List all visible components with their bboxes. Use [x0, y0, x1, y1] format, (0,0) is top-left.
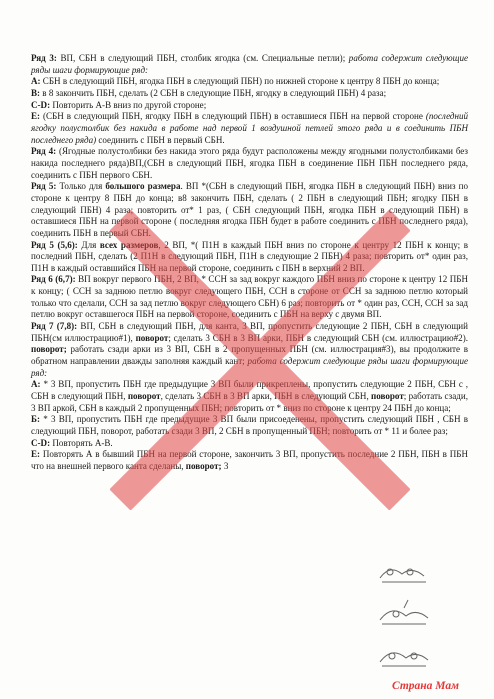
instruction-text: . ВП *(СБН в следующий ПБН, ягодка ПБН в следующий ПБН) вниз по стороне к центру 8 ПБН до конца; в8 закончить ПБН, сделать ( 2 ПБН в следующий ПБН; ягодку ПБН в следующий ПБН) 4 раза; повторить от* 1 раз, ( СБН следующий ПБН, ягодка ПБН в следующий ПБН) в оставшиеся ПБН на первой стороне ( последняя ягодка ПБН будет в работе соединить с ПБН последнего ряда), соединить ПБН в первый СБН. — [31, 181, 469, 238]
instruction-paragraph-r7cd — [31, 438, 468, 450]
instruction-paragraph-r67 — [31, 274, 468, 321]
instruction-text: соединить с ПБН в первый СБН. — [96, 134, 225, 145]
row-label: А: — [31, 379, 41, 390]
instruction-paragraph-r3b — [31, 88, 468, 100]
instruction-text: поворот; — [31, 344, 67, 355]
instruction-text: (СБН в следующий ПБН, ягодку ПБН в следующий ПБН) в оставшиеся ПБН на первой стороне — [40, 111, 426, 122]
instructions-text — [31, 53, 468, 473]
site-logo: Страна Мам — [392, 680, 459, 692]
instruction-text: всех размеров — [99, 239, 159, 250]
instruction-text: Для — [77, 239, 100, 250]
illustration-3 — [380, 653, 428, 666]
row-label: Е: — [31, 449, 41, 460]
instruction-text: в 8 закончить ПБН, сделать (2 СБН в следующие ПБН, ягодку в следующий ПБН) 4 раза; — [40, 87, 387, 98]
stitch-illustrations — [376, 560, 436, 680]
instruction-text: ВП, СБН в следующий ПБН, для канта, 3 ВП, пропустить следующие 2 ПБН, СБН в следующий ПБН(см иллюстрацию#1), — [31, 321, 468, 343]
instruction-text: * 3 ВП, пропустить ПБН где предыдущие 3 ВП были присоеденены, пропустить следующий ПБН , СБН в следующий ПБН, поворот, работать сзади 3 ВП, 2 СБН в пропущенный ПБН; повторить от * 11 и более раз; — [31, 414, 468, 436]
instruction-text: Только для — [56, 181, 106, 192]
instruction-paragraph-r7e — [31, 449, 468, 472]
instruction-text: , сделать 3 СБН в 3 ВП арки, ПБН в следующий СБН, — [160, 391, 372, 402]
instruction-text: ; сделать 3 СБН в 3 ВП арки, ПБН в следующий СБН (см. иллюстрацию#2). — [168, 332, 468, 343]
instruction-paragraph-r3e — [31, 111, 468, 146]
instruction-paragraph-r3cd — [31, 100, 468, 112]
row-label: В: — [31, 87, 41, 98]
instruction-text: , 2 ВП, *( П1Н в каждый ПБН вниз по стороне к центру 12 ПБН к концу; в последний ПБН, сделать (2 П1Н в следующий ПБН, П1Н в следующие 2 ПБН) 4 раза; повторить от* один раз, П1Н в каждый оставшийся ПБН на первой стороне, соединить с ПБН в верхний 2 ВП. — [31, 239, 468, 273]
instruction-paragraph-r5 — [31, 181, 468, 239]
instruction-text: поворот; — [185, 460, 222, 471]
instruction-text: (последний ягодку полустолбик без накида в работе над первой 1 воздушной петлей этого ряда и в соединить ПБН последнего ряда) — [31, 111, 468, 145]
instruction-paragraph-r56 — [31, 240, 468, 275]
row-label: Е: — [31, 111, 41, 122]
row-label: Ряд 4: — [31, 146, 57, 157]
instruction-text: * 3 ВП, пропустить ПБН где предыдущие 3 ВП были прикреплены, пропустить следующие 2 ПБН, СБН с , СБН в следующий ПБН, — [31, 379, 468, 402]
instruction-text: поворот — [371, 391, 404, 402]
instruction-paragraph-r3a — [31, 76, 468, 88]
instruction-text: работа содержит следующие ряды шаги формирующие ряд: — [31, 53, 468, 75]
instruction-text: Повторить А-В вниз по другой стороне; — [50, 99, 207, 110]
instruction-paragraph-r78 — [31, 321, 468, 379]
instruction-text: ВП, СБН в следующий ПБН, столбик ягодка (см. Специальные петли); — [56, 53, 349, 63]
instruction-paragraph-r4 — [31, 146, 468, 181]
instruction-text: ВП вокруг первого ПБН, 2 ВП, * ССН за зад вокруг каждого ПБН вниз по стороне к центру 12 ПБН к концу; ( ССН за заднюю петлю вокруг следующего ПБН, ССН в стороне от ССН за заднюю петлю который только что сделали, ССН за зад петлю вокруг следующего СБН) 6 раз; повторить от * один раз, ССН, ССН за зад петлю вокруг оставшегося ПБН на первой стороне, соединить с ПБН на верху с двумя ВП. — [31, 274, 468, 320]
instruction-paragraph-r7a — [31, 379, 468, 414]
instruction-paragraph-r7b — [31, 414, 468, 437]
row-label: Ряд 5 (5,6): — [31, 239, 78, 250]
instruction-text: ; работать сзади, 3 ВП аркой, СБН в каждый 2 пропущенных ПБН; повторить от * вниз по стороне к центру 24 ПБН до конца; — [31, 391, 468, 413]
instruction-text: (Ягодные полустолбики без накида этого ряда будут расположены между ягодными полустолбиками без накида последнего ряда)ВП,(СБН в следующий ПБН, ягодка ПБН в соединение ПБН ПБН последнего ряда, соединить с ПБН первого СБН. — [31, 146, 469, 180]
row-label: Ряд 3: — [31, 53, 57, 63]
instruction-text: работа содержит следующие ряды шаги формирующие ряд: — [31, 356, 468, 378]
instruction-text: Повторять А-В. — [50, 437, 113, 448]
instruction-text: большого размера — [105, 181, 181, 192]
instruction-text: работать сзади арки из 3 ВП, СБН в 2 пропущенных ПБН (см. иллюстрация#3), вы продолжите в обратном направлении дважды заполняя каждый кант; — [31, 344, 468, 367]
row-label: С-D: — [31, 437, 51, 448]
instruction-text: Повторять А в бывший ПБН на первой стороне, закончить 3 ВП, пропустить последние 2 ПБН, ПБН в ПБН что на внешней первого канта сделаны, — [31, 449, 468, 471]
row-label: С-D: — [31, 99, 51, 110]
row-label: А: — [31, 76, 41, 87]
instruction-text: СБН в следующий ПБН, ягодка ПБН в следующий ПБН) по нижней стороне к центру 8 ПБН до конца; — [40, 76, 440, 87]
row-label: Б: — [31, 414, 40, 425]
instruction-text: 3 — [221, 460, 229, 471]
row-label: Ряд 5: — [31, 181, 57, 192]
instruction-text: поворот — [135, 332, 169, 343]
illustration-1 — [380, 569, 426, 582]
row-label: Ряд 7 (7,8): — [31, 321, 78, 332]
instruction-text: поворот — [127, 391, 161, 402]
instruction-paragraph-r3 — [31, 53, 468, 76]
row-label: Ряд 6 (6,7): — [31, 274, 76, 285]
illustration-2 — [380, 600, 428, 624]
